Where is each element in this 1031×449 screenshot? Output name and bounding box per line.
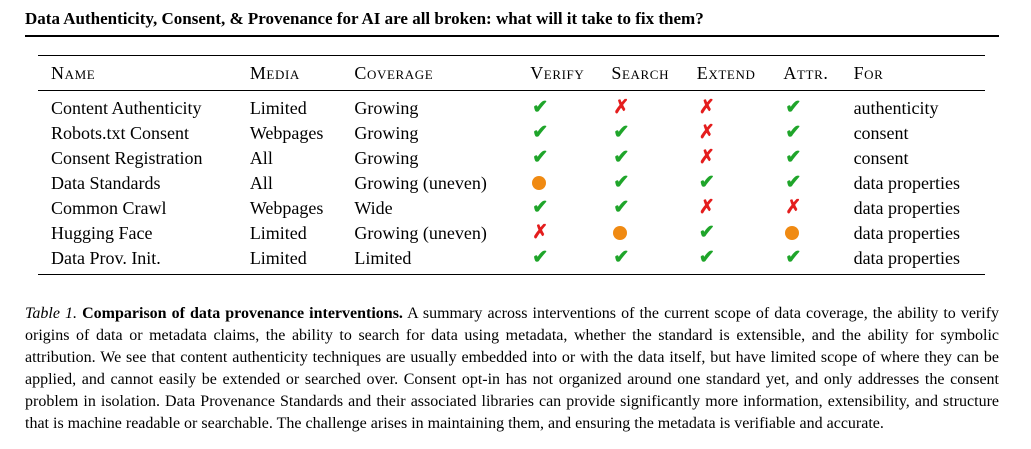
page-header-title: Data Authenticity, Consent, & Provenance for AI are all broken: what will it take to fix them? [25,8,999,37]
cell-media: Limited [249,247,307,268]
checkmark-icon: ✔ [613,172,630,193]
cell-extend [684,120,771,145]
table-header-row [38,56,985,91]
cross-icon: ✗ [698,147,715,168]
cell-extend [684,145,771,170]
cross-icon: ✗ [532,222,549,243]
cell-search [598,145,683,170]
partial-circle-icon [532,176,546,190]
cell-attr [770,170,840,195]
cell-name: Robots.txt Consent [51,122,190,143]
caption-label: Table 1. [25,305,78,322]
table-row [38,145,985,170]
checkmark-icon: ✔ [785,247,802,268]
table-row [38,245,985,275]
checkmark-icon: ✔ [698,172,715,193]
caption-title: Comparison of data provenance interventions. [82,305,403,322]
checkmark-icon: ✔ [613,147,630,168]
cell-coverage: Growing (uneven) [354,172,487,193]
cell-name: Data Standards [51,172,161,193]
cross-icon: ✗ [613,97,630,118]
cell-media: Limited [249,97,307,118]
cell-for: consent [853,122,909,143]
cell-for: consent [853,147,909,168]
cell-attr [770,245,840,275]
table-caption [25,303,999,435]
cell-name: Data Prov. Init. [51,247,161,268]
cell-for: authenticity [853,97,939,118]
cell-coverage: Growing [354,122,419,143]
column-header-name: Name [51,62,96,83]
cell-verify [517,91,598,121]
cell-verify [517,220,598,245]
cell-search [598,120,683,145]
cell-media: All [249,147,273,168]
cross-icon: ✗ [698,197,715,218]
cell-extend [684,220,771,245]
column-header-extend: Extend [696,62,756,83]
cell-for: data properties [853,197,961,218]
cell-search [598,91,683,121]
cell-name: Common Crawl [51,197,167,218]
partial-circle-icon [613,226,627,240]
cell-attr [770,91,840,121]
cell-media: All [249,172,273,193]
cell-name: Hugging Face [51,222,153,243]
table-row [38,170,985,195]
cross-icon: ✗ [785,197,802,218]
checkmark-icon: ✔ [532,97,549,118]
table-body [38,91,985,275]
cell-media: Webpages [249,122,324,143]
checkmark-icon: ✔ [785,172,802,193]
cell-attr [770,145,840,170]
checkmark-icon: ✔ [698,247,715,268]
cell-name: Consent Registration [51,147,203,168]
cross-icon: ✗ [698,97,715,118]
checkmark-icon: ✔ [698,222,715,243]
cell-coverage: Limited [354,247,412,268]
cell-for: data properties [853,247,961,268]
checkmark-icon: ✔ [532,247,549,268]
column-header-media: Media [249,62,300,83]
cell-attr [770,120,840,145]
checkmark-icon: ✔ [785,97,802,118]
cell-for: data properties [853,222,961,243]
cell-extend [684,245,771,275]
cell-name: Content Authenticity [51,97,202,118]
cell-verify [517,245,598,275]
checkmark-icon: ✔ [532,147,549,168]
cell-for: data properties [853,172,961,193]
partial-circle-icon [785,226,799,240]
cell-coverage: Growing [354,147,419,168]
cell-attr [770,220,840,245]
column-header-search: Search [611,62,670,83]
cell-search [598,220,683,245]
cell-verify [517,145,598,170]
cell-extend [684,170,771,195]
table-row [38,120,985,145]
cell-search [598,195,683,220]
caption-text: A summary across interventions of the current scope of data coverage, the ability to verify origins of data or metadata claims, the ability to search for data using metadata, whether the standard is extensible, and the ability for symbolic attribution. We see that content authenticity techniques are usually embedded into or with the data itself, but have limited scope of where they can be applied, and cannot easily be extended or searched over. Consent opt-in has not organized around one standard yet, and only addresses the consent problem in isolation. Data Provenance Standards and their associated libraries can provide significantly more information, extensibility, and structure that is machine readable or searchable. The challenge arises in maintaining them, and ensuring the metadata is verifiable and accurate. [25,305,1000,432]
comparison-table [38,55,985,275]
cell-verify [517,170,598,195]
cell-verify [517,195,598,220]
table-row [38,91,985,121]
table-row [38,220,985,245]
cell-search [598,245,683,275]
column-header-coverage: Coverage [354,62,434,83]
cell-coverage: Growing (uneven) [354,222,487,243]
checkmark-icon: ✔ [785,122,802,143]
column-header-for: For [853,62,884,83]
cell-verify [517,120,598,145]
table-row [38,195,985,220]
cell-search [598,170,683,195]
cell-attr [770,195,840,220]
checkmark-icon: ✔ [613,197,630,218]
checkmark-icon: ✔ [613,122,630,143]
cell-media: Limited [249,222,307,243]
column-header-verify: Verify [530,62,585,83]
checkmark-icon: ✔ [613,247,630,268]
cell-coverage: Wide [354,197,393,218]
cell-coverage: Growing [354,97,419,118]
checkmark-icon: ✔ [532,197,549,218]
cell-media: Webpages [249,197,324,218]
cell-extend [684,195,771,220]
column-header-attr: Attr. [783,62,829,83]
checkmark-icon: ✔ [532,122,549,143]
cell-extend [684,91,771,121]
cross-icon: ✗ [698,122,715,143]
checkmark-icon: ✔ [785,147,802,168]
